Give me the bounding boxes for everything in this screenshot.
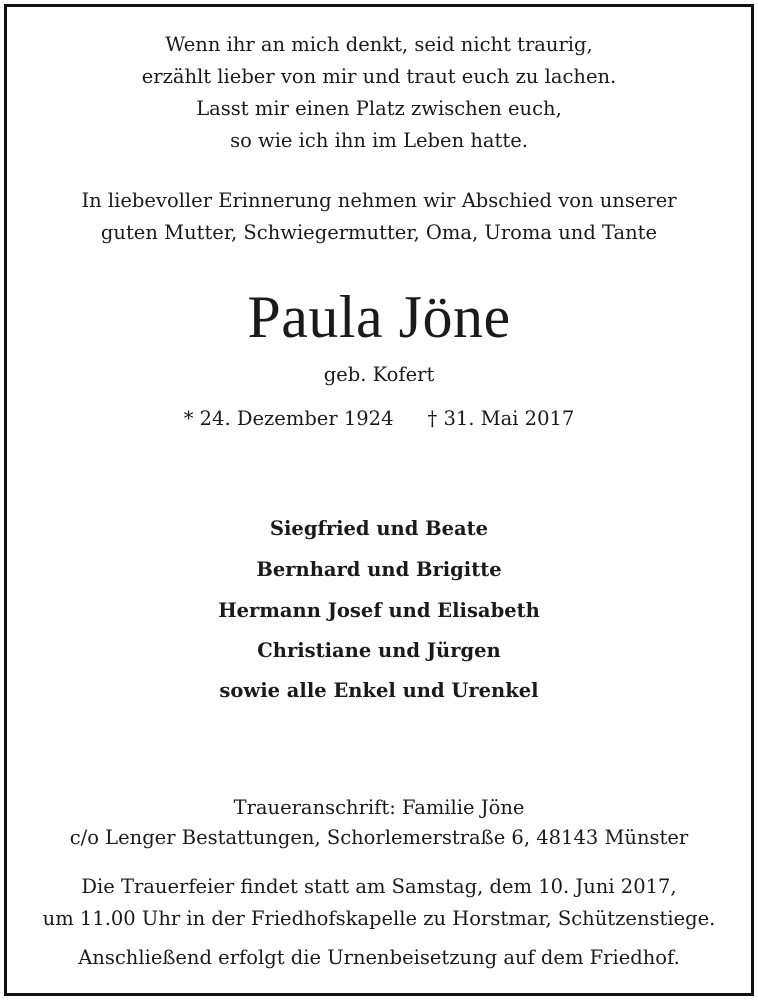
family-member: Siegfried und Beate xyxy=(269,517,489,540)
poem-line: Lasst mir einen Platz zwischen euch, xyxy=(196,97,562,120)
life-dates xyxy=(7,409,751,429)
poem-line: erzählt lieber von mir und traut euch zu lachen. xyxy=(141,65,617,88)
poem-line: so wie ich ihn im Leben hatte. xyxy=(230,129,528,152)
ceremony-line: Die Trauerfeier findet statt am Samstag, dem 10. Juni 2017, xyxy=(81,875,677,898)
poem-line: Wenn ihr an mich denkt, seid nicht traurig, xyxy=(165,33,593,56)
birth-date: * 24. Dezember 1924 xyxy=(183,407,394,430)
obituary-notice xyxy=(4,4,754,996)
family-member: Hermann Josef und Elisabeth xyxy=(218,599,540,622)
address-line: Traueranschrift: Familie Jöne xyxy=(233,796,525,819)
ceremony-line: um 11.00 Uhr in der Friedhofskapelle zu Horstmar, Schützenstiege. xyxy=(42,907,716,930)
address-line: c/o Lenger Bestattungen, Schorlemerstraße 6, 48143 Münster xyxy=(69,826,689,849)
death-date: † 31. Mai 2017 xyxy=(427,407,575,430)
family-member: Bernhard und Brigitte xyxy=(256,558,502,581)
intro-line: guten Mutter, Schwiegermutter, Oma, Uroma und Tante xyxy=(100,221,658,244)
intro-line: In liebevoller Erinnerung nehmen wir Abschied von unserer xyxy=(81,189,677,212)
family-member: Christiane und Jürgen xyxy=(257,639,501,662)
maiden-name: geb. Kofert xyxy=(323,363,435,386)
ceremony-line: Anschließend erfolgt die Urnenbeisetzung auf dem Friedhof. xyxy=(78,946,680,969)
family-member: sowie alle Enkel und Urenkel xyxy=(219,679,539,702)
deceased-name: Paula Jöne xyxy=(247,284,511,350)
